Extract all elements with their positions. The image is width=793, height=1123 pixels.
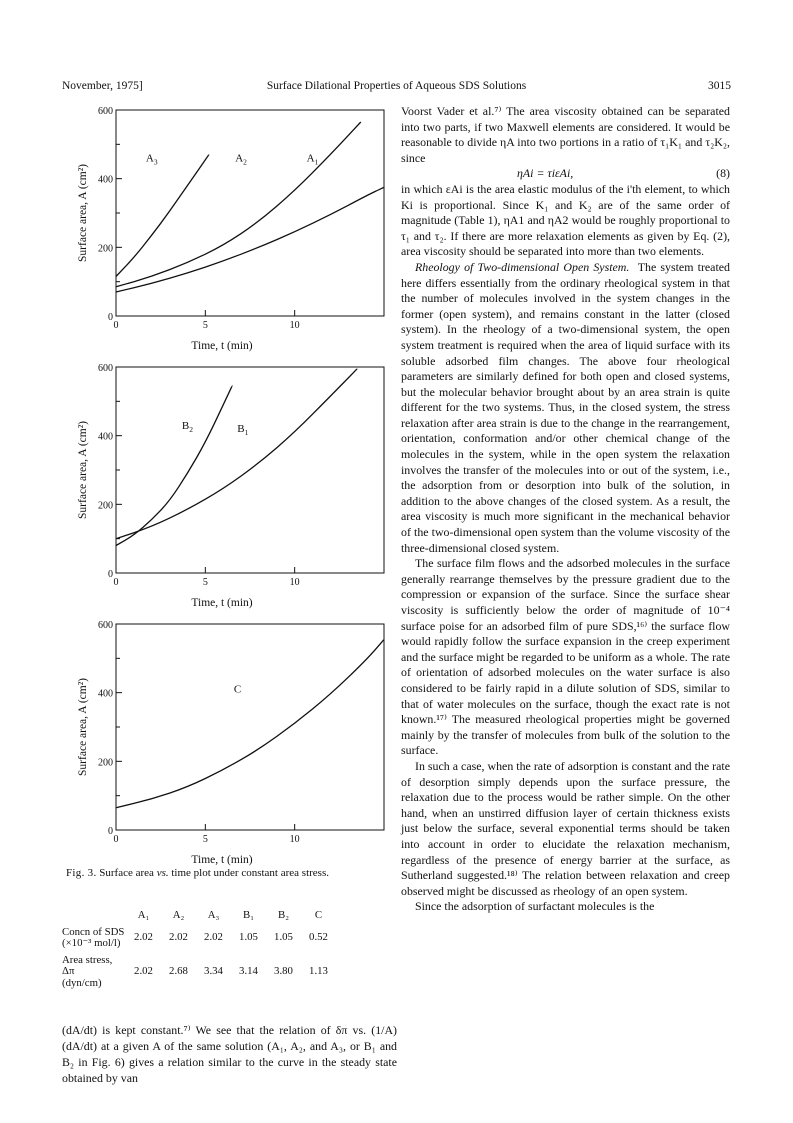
caption-text-after: time plot under constant area stress. [171, 867, 329, 879]
curve-label: $B_1$ [237, 423, 249, 438]
figure-caption [66, 866, 394, 880]
y-tick-label: 600 [98, 106, 113, 117]
table-cell: 2.02 [204, 931, 223, 944]
table-row [62, 955, 336, 990]
x-tick-label: 10 [289, 577, 300, 588]
figure-panel-b [62, 357, 397, 617]
table-cell: 2.68 [169, 965, 188, 977]
y-tick-label: 0 [108, 569, 113, 580]
y-tick-label: 400 [98, 688, 113, 700]
y-tick-label: 200 [98, 500, 113, 512]
col-head: C [314, 909, 323, 921]
table-cell: 1.05 [274, 931, 293, 944]
col-head: B₁ [243, 909, 254, 921]
x-tick-label: 0 [113, 320, 119, 331]
equation-number: (8) [716, 166, 730, 181]
figure-panel-a [62, 100, 397, 360]
y-tick-label: 600 [98, 620, 113, 631]
x-tick-label: 10 [289, 320, 300, 331]
series-line-C [116, 639, 384, 807]
paragraph: Rheology of Two-dimensional Open System. The system treated here differs essentially from the ordinary rheological system in that the number of molecules involved in the system changes in the former (open system), and remains constant in the latter (closed system). In the rheology of a two-dimensional system, the open system treatment is required when the area of liquid surface with its soluble adsorbed film changes. The above four rheological parameters are similarly defined for both open and closed systems, but the molecular behavior brought about by an area strain is quite different for the two systems. Thus, in the closed system, the stress relaxation after area strain is due to the change in the rearrangement, orientation, conformation and/or other chemical change of the molecules in the system, while in the open system the relaxation involves the transfer of the molecules into or out of the system, i.e., the adsorption from or desorption into bulk of the solution, in addition to the above changes of the closed system. As a result, the area viscosity is much more significant in the mechanical behavior of the two-dimensional open system than the volume viscosity of the three-dimensional closed system. [401, 259, 730, 555]
table-row [62, 927, 336, 955]
curve-label: $A_2$ [235, 152, 247, 167]
curve-label: $A_1$ [306, 152, 319, 167]
y-tick-label: 600 [98, 363, 113, 374]
series-line-B1 [116, 369, 357, 539]
y-tick-label: 400 [98, 174, 113, 186]
section-heading: Rheology of Two-dimensional Open System. [415, 259, 630, 274]
figure-panel-c [62, 614, 397, 874]
series-line-A1 [116, 187, 384, 292]
caption-text-before: Surface area [99, 867, 154, 879]
equation: ηAi = τiεAi, [517, 166, 574, 181]
table-cell: 2.02 [134, 931, 153, 944]
curve-label: $A_3$ [145, 152, 158, 167]
right-column-text [401, 104, 730, 915]
table-cell: 3.34 [204, 965, 223, 977]
row-label: Area stress, Δπ (dyn/cm) [62, 953, 113, 989]
table-cell: 3.80 [274, 965, 293, 977]
curve-label: $B_2$ [181, 419, 194, 434]
series-line-B2 [116, 386, 232, 546]
page-number: 3015 [708, 80, 731, 92]
running-header-title: Surface Dilational Properties of Aqueous SDS Solutions [266, 80, 527, 92]
col-head: A₂ [172, 909, 185, 921]
y-tick-label: 0 [108, 312, 113, 323]
table-cell: 2.02 [134, 965, 153, 977]
x-axis-label: Time, t (min) [191, 340, 253, 352]
x-tick-label: 5 [202, 834, 208, 845]
running-header-left: November, 1975] [62, 80, 143, 92]
x-tick-label: 5 [202, 577, 208, 588]
x-tick-label: 5 [202, 320, 208, 331]
x-tick-label: 0 [113, 834, 119, 845]
table-cell: 2.02 [169, 931, 188, 944]
paragraph: In such a case, when the rate of adsorption is constant and the rate of desorption simply depends upon the surface pressure, the relaxation due to the process would be rather simple. On the other hand, when an unstirred diffusion layer of certain thickness exists just below the surface, several exponential terms should be taken into account in order to elucidate the relaxation mechanism, regardless of the presence of energy barrier at the surface, as Sutherland suggested.¹⁸⁾ The relation between relaxation and creep observed might be discussed as rheology of an open system. [401, 758, 730, 898]
paragraph: Voorst Vader et al.⁷⁾ The area viscosity obtained can be separated into two parts, if two Maxwell elements are considered. It would be reasonable to divide ηA into two portions in a ratio of τ₁K₁ and τ₂K₂, since [401, 104, 730, 165]
table-cell: 3.14 [239, 965, 258, 977]
row-label: Concn of SDS (×10⁻³ mol/l) [62, 925, 125, 949]
caption-label: Fig. 3. [66, 867, 97, 879]
x-axis-label: Time, t (min) [191, 597, 253, 609]
y-tick-label: 400 [98, 431, 113, 443]
y-tick-label: 200 [98, 757, 113, 769]
y-tick-label: 200 [98, 243, 113, 255]
col-head: A₃ [207, 909, 220, 921]
x-tick-label: 10 [289, 834, 300, 845]
equation-8 [401, 166, 730, 182]
col-head: A₁ [137, 909, 150, 921]
left-column-paragraph: (dA/dt) is kept constant.⁷⁾ We see that the relation of δπ vs. (1/A)(dA/dt) at a given A of the same solution (A₁, A₂, and A₃, or B₁ and B₂ in Fig. 6) gives a relation similar to the curve in the steady state obtained by van [62, 1023, 397, 1085]
table-cell: 1.13 [309, 965, 328, 977]
col-head: B₂ [278, 909, 289, 921]
y-axis-label: Surface area, A (cm²) [77, 421, 89, 519]
plot-frame [116, 624, 384, 830]
y-axis-label: Surface area, A (cm²) [77, 164, 89, 262]
stress-table [62, 910, 336, 989]
curve-label: C [233, 683, 242, 696]
table-cell: 1.05 [239, 931, 258, 944]
x-tick-label: 0 [113, 577, 119, 588]
stress-table-header [62, 910, 336, 927]
y-axis-label: Surface area, A (cm²) [77, 678, 89, 776]
paragraph: Since the adsorption of surfactant molecules is the [415, 899, 655, 914]
caption-vs: vs. [156, 867, 169, 879]
x-axis-label: Time, t (min) [191, 854, 253, 866]
paragraph: in which εAi is the area elastic modulus of the i'th element, to which Ki is proportional. Since K₁ and K₂ are of the same order of magnitude (Table 1), ηA1 and ηA2 would be roughly proportional to τ₁ and τ₂. If there are more relaxation elements as given by Eq. (2), area viscosity should be separated into more than two elements. [401, 181, 730, 259]
table-cell: 0.52 [309, 931, 328, 944]
paragraph: The surface film flows and the adsorbed molecules in the surface generally rearrange themselves by the pressure gradient due to the compression or expansion of the surface. Since the surface shear viscosity is sufficiently below the order of magnitude of 10⁻⁴ surface poise for an adsorbed film of pure SDS,¹⁶⁾ the surface flow would rapidly follow the surface expansion in the creep experiment and the surface might be regarded to be uniform as a whole. The rate of orientation of adsorbed molecules on the water surface is also considered to be fairly rapid in a dilute solution of SDS, similar to that of water molecules on the surface, though the exact rate is not known.¹⁷⁾ The measured rheological properties might be governed mainly by the transfer of molecules from bulk of the solution to the surface. [401, 556, 730, 758]
y-tick-label: 0 [108, 826, 113, 837]
series-line-A3 [116, 152, 209, 277]
series-line-A2 [116, 122, 361, 287]
